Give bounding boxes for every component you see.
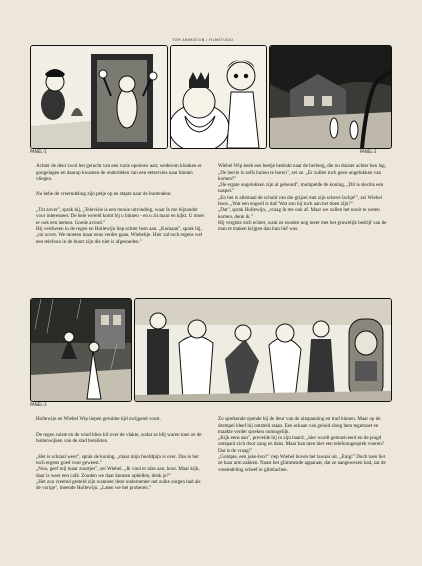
- paragraph: De regen ruiste en de wind blies kil over de vlakte, zodat ze blij waren toen ze de buitenwijken van de stad bereikten.: [36, 431, 202, 445]
- panel-night-house: [269, 45, 392, 149]
- paragraph: Hollewijn en Wiebel Wip liepen geruime tijd zwijgend voort.: [36, 416, 161, 423]
- doorway-illustration: [31, 46, 167, 148]
- panel-king-and-girl: [170, 45, 267, 149]
- paragraph: Wiebel Wip keek een beetje bedrukt naar de herberg, die nu duister achter hen lag. „De herrie is zelfs buiten te horen", zei ze. „Er zullen toch geen ongelukken van komen?" „De ergste ongelukken zijn al gebeurd", mompelde de koning, „Dit is slechts een naspel." „En het is allemaal de schuld van die grijzel met zijn scheve lachje!", zei Wiebel boos. „Wat een engerd is dat! Wat zou hij toch aan het doen zijn?" „Dat", sprak Hollewijn, „vraag ik me ook af. Maar we zullen het nooit te weten komen, denk ik." Hij vergiste zich echter, want ze zouden nog meer met het gruwelijk bedrijf van de man te maken krijgen dan hun lief was.: [218, 163, 387, 233]
- paragraph: „Het is schraal weer", sprak de koning, „maar mijn hoofdpijn is over. Dus is het toch ergens goed voor geweest." „Nou, geef mij maar zuurtjes", zei Wiebel. „Ik vind er niks aan, hoor. Maar kijk, daar is weer een café. Zouden we daar kunnen opbellen, denk je?" „Het zou vreemd gesteld zijn wanneer deze ondernemer net zulke zorgen had als de vorige", meende Hollewijn. „Laten we het proberen.": [36, 453, 201, 492]
- top-text-left: [36, 157, 206, 254]
- panel-number: PANEL-2: [360, 149, 377, 154]
- panel-rainy-street: [30, 298, 132, 402]
- night-house-illustration: [270, 46, 391, 148]
- paragraph: Nu hebe de vreemdeling zijn petje op en stapte naar de buitendeur.: [36, 191, 172, 198]
- rainy-street-illustration: [31, 299, 131, 401]
- top-comic-strip: [30, 45, 390, 155]
- bottom-comic-strip: [30, 298, 390, 408]
- panel-cafe-jukebox: [134, 298, 392, 402]
- artist-credit: TOM ANIMATION / FILMSTUDIO: [172, 38, 234, 42]
- panel-number: PANEL-1: [30, 149, 47, 154]
- paragraph: „Tot zover", sprak hij, „Televisie is een mooie uitvinding, waar ik me bijzonder voor interesseer. De hele wereld komt bij u binnen - en u zit maar en kijkt. U moet er ook een nemen. Goede avond." Hij verdween in de regen en Hollewijn liep achter hem aan. „Komaan", sprak hij, „tot zover. We moeten maar eens verder gaan, Wiebeltje. Hier zal toch ergens wel een telefoon in de buurt zijn die niet is afgesneden.": [36, 207, 204, 245]
- panel-number: PANEL-3: [30, 402, 47, 407]
- panel-doorway: [30, 45, 168, 149]
- bottom-text-left: [36, 410, 206, 501]
- top-text-right: [218, 157, 390, 242]
- paragraph: Zo sprekende opende hij de deur van de uitspanning en trad binnen. Maar op de drempel bleef hij ontsteld staan. Een orkaan van geluid sloeg hem tegemoet en maakte verder spreken onmogelijk. „Kijk eens aan", prevelde hij in zijn baard, „hier wordt gemusiceerd en de jeugd ontspant zich door zang en dans. Maar kan men hier een telefoongesprek voeren? Dat is de vraag!" „Gompie, een juke-box!" riep Wiebel boven het lawaai uit. „Enig!" Doch toen liet ze haar arm zakken. Naast het glimmende apparaat, dat ze aangewezen had, zat de vreemdeling scheef te glimlachen.: [218, 416, 386, 473]
- king-girl-illustration: [171, 46, 266, 148]
- cafe-jukebox-illustration: [135, 299, 391, 401]
- bottom-text-right: [218, 410, 390, 482]
- paragraph: Achter de deur zwol het gerucht van een ruzie opnieuw aan; wederom klonken er gongelagen en daarop kwamen de onderdelen van een eetservies naar binnen vliegen.: [36, 163, 202, 182]
